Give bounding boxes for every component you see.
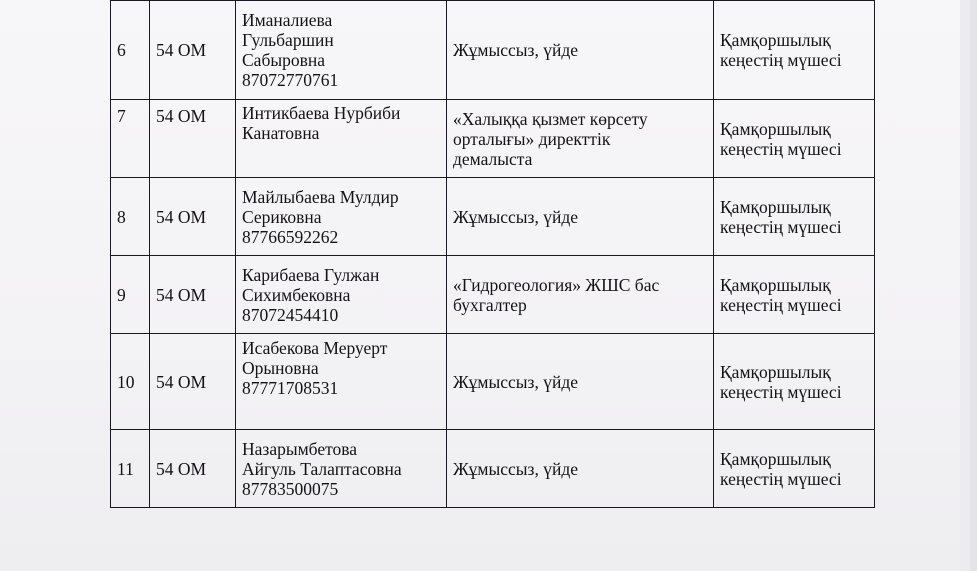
name-line: Карибаева Гулжан — [242, 264, 380, 285]
district-cell: 54 ОМ — [150, 100, 236, 178]
name-line: Сериковна — [242, 206, 322, 227]
job-line: орталығы» директтік — [453, 128, 611, 149]
job-cell — [447, 334, 714, 430]
phone-line: 87072454410 — [242, 304, 339, 325]
name-line: Гульбаршин — [242, 30, 334, 50]
phone-line: 87766592262 — [242, 226, 339, 247]
name-line: Канатовна — [242, 123, 320, 143]
job-cell — [447, 430, 714, 508]
name-line: Интикбаева Нурбиби — [242, 103, 401, 123]
phone-line: 87771708531 — [242, 378, 339, 398]
role-line: Қамқоршылық — [720, 274, 831, 295]
job-line: Жұмыссыз, үйде — [453, 371, 579, 392]
role-cell — [714, 178, 875, 256]
table-row — [111, 334, 875, 430]
name-line: Назарымбетова — [242, 438, 358, 459]
row-number: 6 — [111, 1, 150, 100]
name-line: Иманалиева — [242, 10, 333, 30]
job-cell — [447, 178, 714, 256]
name-line: Сабыровна — [242, 50, 325, 70]
role-cell — [714, 430, 875, 508]
role-line: кеңестің мүшесі — [720, 138, 842, 159]
row-number: 7 — [111, 100, 150, 178]
role-line: Қамқоршылық — [720, 30, 831, 50]
role-line: кеңестің мүшесі — [720, 294, 842, 315]
scan-edge — [970, 0, 977, 571]
name-cell — [236, 334, 447, 430]
job-line: Жұмыссыз, үйде — [453, 206, 579, 227]
role-cell — [714, 334, 875, 430]
district-cell: 54 ОМ — [150, 334, 236, 430]
row-number: 10 — [111, 334, 150, 430]
district-cell: 54 ОМ — [150, 1, 236, 100]
role-line: Қамқоршылық — [720, 361, 831, 382]
job-line: Жұмыссыз, үйде — [453, 458, 579, 479]
role-cell — [714, 1, 875, 100]
job-line: «Гидрогеология» ЖШС бас — [453, 274, 660, 295]
members-table — [110, 0, 875, 508]
table-row — [111, 100, 875, 178]
name-line: Исабекова Меруерт — [242, 338, 388, 358]
table-row — [111, 256, 875, 334]
role-cell — [714, 100, 875, 178]
job-line: «Халыққа қызмет көрсету — [453, 108, 648, 129]
name-line: Майлыбаева Мулдир — [242, 186, 399, 207]
district-cell: 54 ОМ — [150, 256, 236, 334]
table-row — [111, 430, 875, 508]
job-line: бухгалтер — [453, 294, 527, 315]
job-line: демалыста — [453, 148, 533, 169]
phone-line: 87783500075 — [242, 478, 339, 499]
name-cell — [236, 430, 447, 508]
table-row — [111, 1, 875, 100]
role-line: кеңестің мүшесі — [720, 381, 842, 402]
row-number: 11 — [111, 430, 150, 508]
role-line: кеңестің мүшесі — [720, 50, 842, 70]
job-cell — [447, 100, 714, 178]
row-number: 9 — [111, 256, 150, 334]
name-cell — [236, 1, 447, 100]
name-cell — [236, 178, 447, 256]
job-cell — [447, 1, 714, 100]
role-line: Қамқоршылық — [720, 118, 831, 139]
name-cell — [236, 256, 447, 334]
phone-line: 87072770761 — [242, 70, 339, 90]
job-line: Жұмыссыз, үйде — [453, 40, 579, 60]
name-line: Айгуль Талаптасовна — [242, 458, 402, 479]
district-cell: 54 ОМ — [150, 178, 236, 256]
role-line: кеңестің мүшесі — [720, 468, 842, 489]
role-line: Қамқоршылық — [720, 448, 831, 469]
name-line: Сихимбековна — [242, 284, 351, 305]
name-cell — [236, 100, 447, 178]
name-line: Орыновна — [242, 358, 319, 378]
role-line: Қамқоршылық — [720, 196, 831, 217]
table-row — [111, 178, 875, 256]
role-line: кеңестің мүшесі — [720, 216, 842, 237]
job-cell — [447, 256, 714, 334]
row-number: 8 — [111, 178, 150, 256]
role-cell — [714, 256, 875, 334]
district-cell: 54 ОМ — [150, 430, 236, 508]
